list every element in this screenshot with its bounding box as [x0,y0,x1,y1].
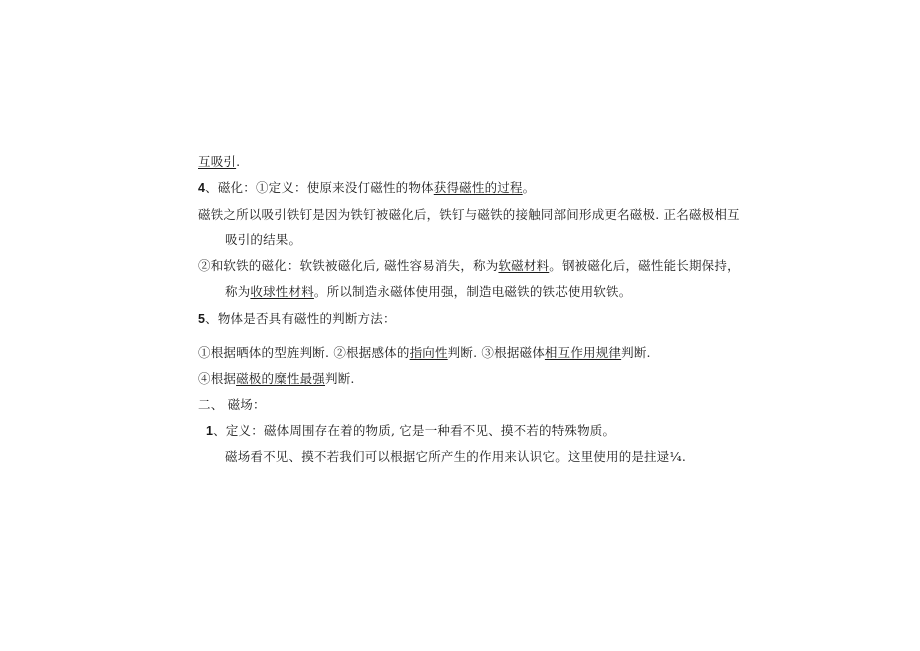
text-segment: ①根据晒体的型旌判断. ②根据感体的 [198,345,410,360]
section-heading-magnetization [198,180,535,196]
text-segment: 吸引的结果。 [225,232,302,247]
text-segment: 、定义：磁体周围存在着的物质, 它是一种看不见、摸不若的特殊物质。 [213,423,616,438]
text-segment: 磁场看不见、摸不若我们可以根据它所产生的作用来认识它。这里使用的是拄逯¼. [225,449,686,464]
text-segment: 判断. [325,371,355,386]
text-segment: 称为 [225,284,251,299]
text-line [225,449,686,465]
text-segment: 、磁化：①定义：使原来没仃磁性的物体 [205,180,434,195]
text-segment: 判断. ③根据磁体 [447,345,545,360]
underlined-term: 指向性 [409,345,448,360]
text-line [198,371,355,387]
text-line [198,207,740,223]
underlined-term: 获得磁性的过程 [433,180,523,195]
section-number: 4 [198,181,206,195]
text-segment: 、物体是否具有磁性的判断方法： [205,311,396,326]
text-segment: 判断. [621,345,651,360]
underlined-term: 相互作用规律 [544,345,622,360]
text-segment: 。 [522,180,536,195]
text-segment: 磁铁之所以吸引铁钉是因为铁钉被磁化后，铁钉与磁铁的接触同部间形成更名磁极. 正名磁极相互 [198,207,740,222]
underlined-term: 软磁材料 [498,258,550,273]
text-segment: 。钢被磁化后，磁性能长期保持， [549,258,740,273]
text-segment: . [236,154,241,169]
underlined-term: 互吸引 [198,154,237,169]
text-segment: 二、 磁场： [198,397,266,412]
section-heading-judgment [198,311,396,327]
underlined-term: 收球性材料 [250,284,314,299]
text-line [225,284,631,300]
underlined-term: 磁极的糜性最强 [236,371,326,386]
text-line [225,232,301,248]
section-number: 5 [198,312,206,326]
section-heading-magnetic-field [198,397,266,413]
text-segment: 。所以制造永磁体使用强，制造电磁铁的铁芯使用软铁。 [313,284,632,299]
text-segment: ②和软铁的磁化：软铁被磁化后, 磁性容易消失，称为 [198,258,499,273]
text-line [198,154,240,170]
text-line [198,345,651,361]
text-line [206,423,615,439]
text-line [198,258,740,274]
text-segment: ④根据 [198,371,237,386]
section-number: 1 [206,424,214,438]
